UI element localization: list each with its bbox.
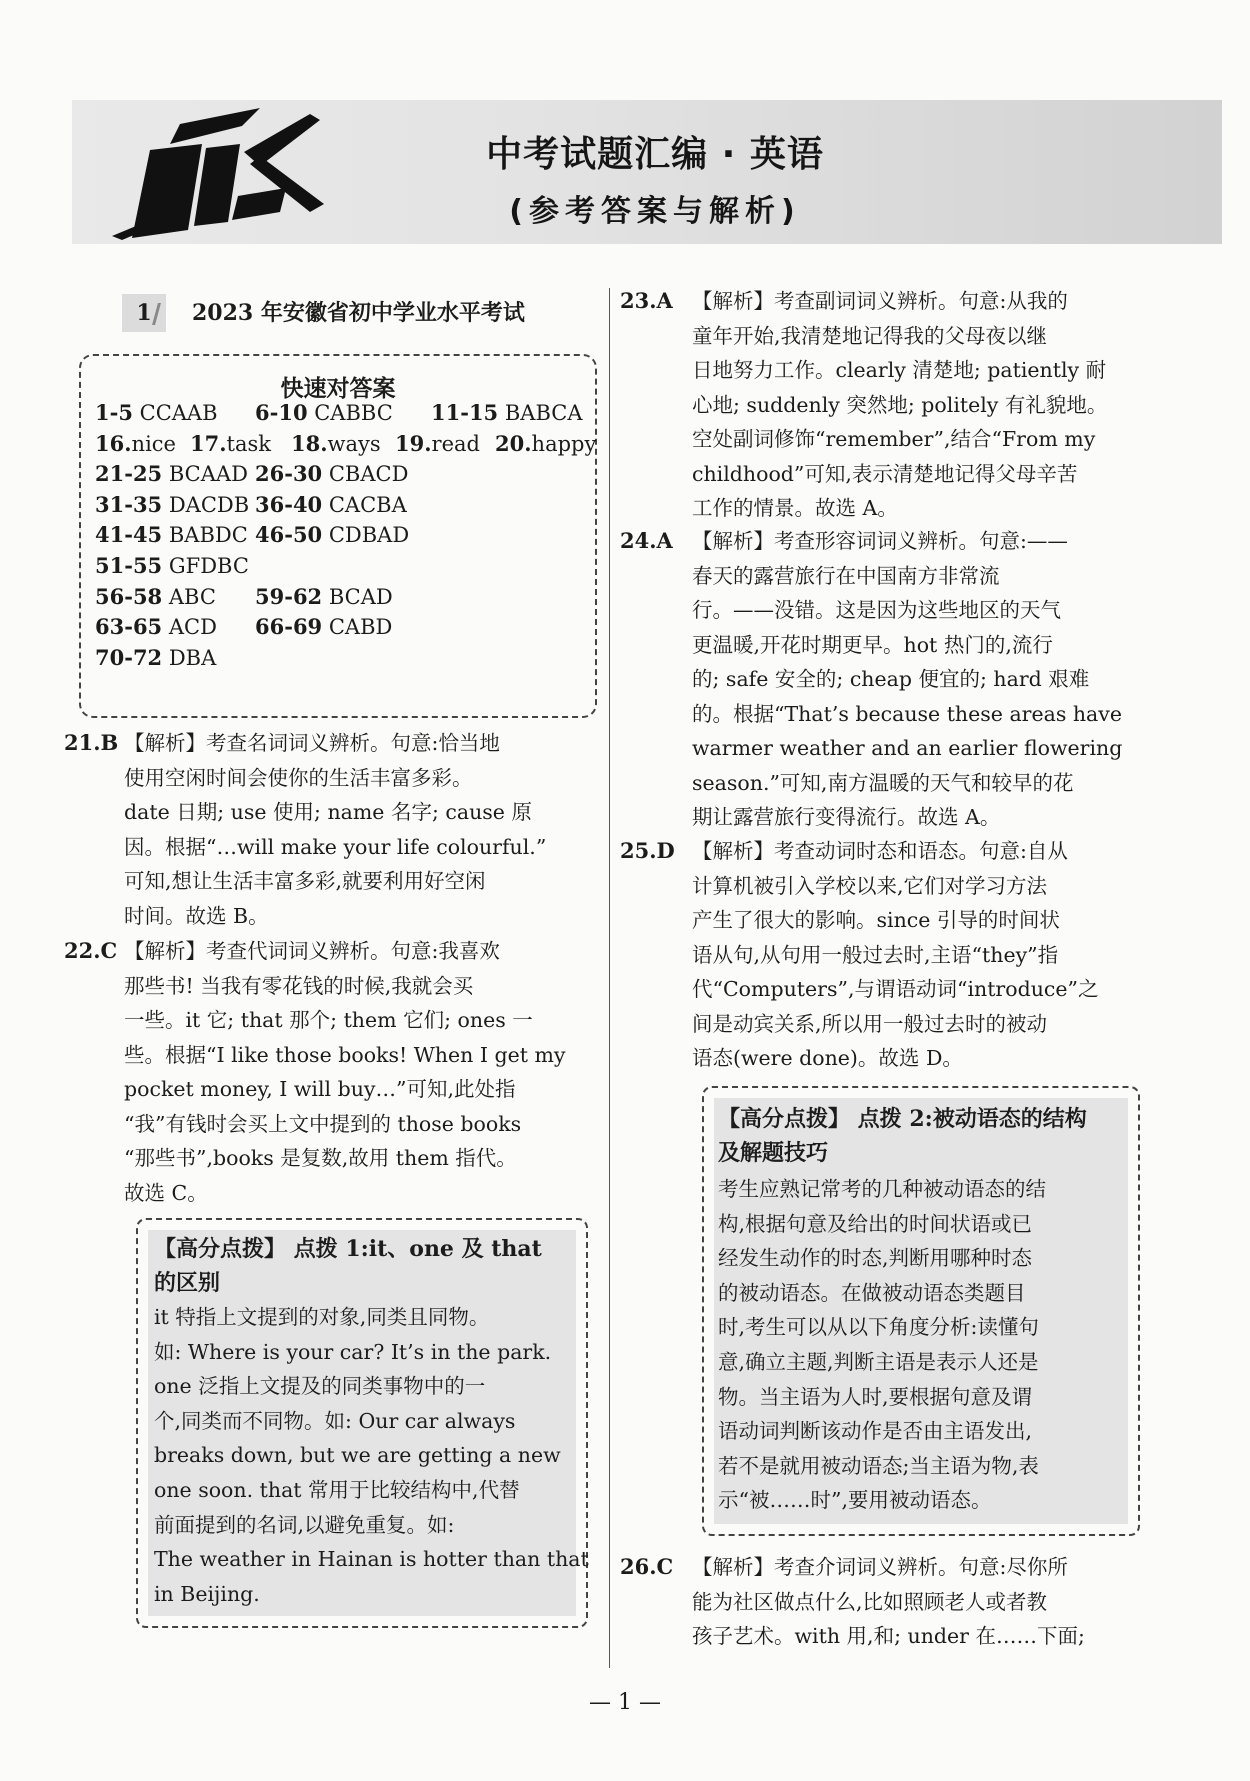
answer-cell [95, 553, 249, 578]
answer-value: nice [131, 431, 176, 456]
answer-value: read [431, 431, 480, 456]
text-line: 春天的露营旅行在中国南方非常流 [692, 563, 1000, 588]
text-line: 期让露营旅行变得流行。故选 A。 [692, 805, 1001, 829]
answer-range: 6-10 [255, 400, 308, 425]
answer-value: BABDC [162, 523, 248, 548]
exam-heading [122, 294, 592, 332]
answer-range: 1-5 [95, 400, 133, 425]
answer-value: CABBC [307, 401, 393, 425]
text-line: 如: Where is your car? It’s in the park. [154, 1339, 552, 1364]
answer-range: 41-45 [95, 522, 163, 548]
text-line: 童年开始,我清楚地记得我的父母夜以继 [692, 323, 1048, 348]
text-line: 【解析】考查介词词义辨析。句意:尽你所 [692, 1555, 1068, 1579]
answer-value: happy [531, 431, 597, 456]
explanation-q22 [124, 934, 594, 1210]
text-line: 可知,想让生活丰富多彩,就要利用好空闲 [124, 869, 486, 893]
text-line: 个,同类而不同物。如: Our car always [154, 1408, 516, 1433]
text-line: 计算机被引入学校以来,它们对学习方法 [692, 873, 1048, 898]
text-line: 物。当主语为人时,要根据句意及谓 [718, 1384, 1033, 1409]
answer-cell [291, 431, 381, 456]
text-line: 语态(were done)。故选 D。 [692, 1046, 963, 1070]
answer-range: 56-58 [95, 583, 163, 609]
explanation-q26 [692, 1550, 1148, 1654]
text-line: 更温暖,开花时期更早。hot 热门的,流行 [692, 632, 1053, 657]
text-line: one 泛指上文提及的同类事物中的一 [154, 1374, 486, 1399]
answer-range: 66-69 [255, 614, 323, 640]
answer-value: CCAAB [132, 401, 218, 425]
text-line: 及解题技巧 [718, 1140, 829, 1166]
answer-range: 36-40 [255, 491, 323, 517]
answer-value: BCAD [322, 584, 393, 609]
explanation-q23 [692, 284, 1148, 526]
item-number: 21.B [64, 730, 119, 755]
answer-cell [431, 400, 583, 425]
answer-value: GFDBC [162, 554, 249, 578]
answer-range: 16. [95, 430, 132, 456]
answer-cell [255, 400, 393, 425]
text-line: warmer weather and an earlier flowering [692, 736, 1123, 760]
text-line: 的区别 [154, 1270, 221, 1296]
text-line: 一些。it 它; that 那个; them 它们; ones 一 [124, 1008, 533, 1032]
item-number: 26.C [620, 1554, 674, 1579]
answer-range: 70-72 [95, 644, 163, 670]
tip-box-2 [702, 1086, 1140, 1536]
text-line: 孩子艺术。with 用,和; under 在……下面; [692, 1624, 1085, 1648]
text-line: 时间。故选 B。 [124, 903, 269, 928]
text-line: breaks down, but we are getting a new [154, 1443, 561, 1468]
answer-range: 17. [190, 430, 227, 456]
item-number: 24.A [620, 528, 673, 553]
answer-cell [95, 461, 248, 486]
text-line: 的; safe 安全的; cheap 便宜的; hard 艰难 [692, 667, 1090, 691]
explanation-q25 [692, 834, 1148, 1076]
text-line: 使用空闲时间会使你的生活丰富多彩。 [124, 765, 473, 790]
text-line: 产生了很大的影响。since 引导的时间状 [692, 908, 1060, 932]
answer-value: DACDB [162, 492, 250, 517]
text-line: 间是动宾关系,所以用一般过去时的被动 [692, 1011, 1048, 1036]
text-line: childhood”可知,表示清楚地记得父母辛苦 [692, 461, 1078, 486]
text-line: 【高分点拨】 点拨 1:it、one 及 that [154, 1236, 542, 1262]
text-line: 若不是就用被动语态;当主语为物,表 [718, 1453, 1039, 1478]
page-subtitle: (参考答案与解析) [509, 194, 801, 229]
answer-value: DBA [162, 645, 217, 670]
text-line: 能为社区做点什么,比如照顾老人或者教 [692, 1589, 1048, 1614]
answer-range: 11-15 [431, 400, 499, 425]
item-number: 22.C [64, 938, 118, 963]
text-line: 语动词判断该动作是否由主语发出, [718, 1419, 1033, 1444]
text-line: 前面提到的名词,以避免重复。如: [154, 1512, 455, 1537]
text-line: 日地努力工作。clearly 清楚地; patiently 耐 [692, 358, 1107, 382]
text-line: 考生应熟记常考的几种被动语态的结 [718, 1177, 1046, 1201]
text-line: 构,根据句意及给出的时间状语或已 [718, 1211, 1033, 1236]
explanation-q24 [692, 524, 1148, 835]
text-line: 因。根据“…will make your life colourful.” [124, 834, 547, 859]
answer-range: 51-55 [95, 553, 163, 578]
text-line: 语从句,从句用一般过去时,主语“they”指 [692, 942, 1059, 967]
answer-cell [95, 431, 176, 456]
text-line: 【解析】考查动词时态和语态。句意:自从 [692, 839, 1068, 863]
answer-cell [95, 614, 217, 639]
answer-value: CBACD [322, 462, 409, 487]
answer-value: ACD [162, 615, 217, 640]
answer-cell [395, 431, 480, 456]
answer-value: task [226, 431, 272, 456]
answer-range: 59-62 [255, 583, 323, 609]
text-line: date 日期; use 使用; name 名字; cause 原 [124, 800, 532, 824]
text-line: 意,确立主题,判断主语是表示人还是 [718, 1349, 1039, 1374]
text-line: 【高分点拨】 点拨 2:被动语态的结构 [718, 1106, 1087, 1132]
text-line: 【解析】考查形容词词义辨析。句意:—— [692, 529, 1068, 553]
tip-body [154, 1300, 589, 1611]
text-line: 的被动语态。在做被动语态类题目 [718, 1280, 1026, 1305]
text-line: 【解析】考查代词词义辨析。句意:我喜欢 [124, 939, 500, 963]
text-line: 的。根据“That’s because these areas have [692, 701, 1122, 726]
answer-cell [95, 645, 216, 670]
text-line: 工作的情景。故选 A。 [692, 496, 898, 520]
answer-cell [255, 461, 408, 486]
text-line: 些。根据“I like those books! When I get my [124, 1042, 566, 1067]
text-line: pocket money, I will buy…”可知,此处指 [124, 1077, 516, 1101]
exam-number: 1 [122, 294, 166, 332]
exam-title: 2023 年安徽省初中学业水平考试 [192, 300, 525, 326]
answer-value: ways [327, 431, 381, 456]
text-line: 空处副词修饰“remember”,结合“From my [692, 427, 1096, 451]
answer-cell [95, 584, 216, 609]
answer-range: 21-25 [95, 461, 163, 487]
answer-cell [255, 614, 392, 639]
answer-cell [95, 522, 248, 547]
answer-cell [255, 584, 393, 609]
answer-cell [255, 492, 407, 517]
item-number: 23.A [620, 288, 673, 313]
answer-range: 46-50 [255, 522, 323, 548]
explanation-q21 [124, 726, 594, 933]
tip-title [154, 1232, 574, 1300]
text-line: 【解析】考查名词词义辨析。句意:恰当地 [124, 731, 500, 755]
column-divider [609, 288, 610, 1668]
answer-value: CABD [322, 615, 393, 640]
text-line: 心地; suddenly 突然地; politely 有礼貌地。 [692, 392, 1108, 417]
answer-range: 31-35 [95, 491, 163, 517]
text-line: one soon. that 常用于比较结构中,代替 [154, 1477, 520, 1502]
text-line: it 特指上文提到的对象,同类且同物。 [154, 1305, 490, 1329]
answer-range: 20. [495, 430, 532, 456]
answer-range: 26-30 [255, 461, 323, 487]
quick-answers-box [79, 354, 597, 718]
answer-range: 18. [291, 430, 328, 456]
text-line: 示“被……时”,要用被动语态。 [718, 1488, 992, 1513]
tip-box-1 [136, 1218, 588, 1628]
answer-value: CDBAD [322, 523, 410, 548]
answer-range: 19. [395, 430, 432, 456]
text-line: “我”有钱时会买上文中提到的 those books [124, 1111, 522, 1136]
page-number: — 1 — [589, 1690, 661, 1715]
answer-value: ABC [162, 584, 216, 609]
text-line: 行。——没错。这是因为这些地区的天气 [692, 598, 1061, 622]
answer-cell [255, 522, 409, 547]
answer-value: CACBA [322, 492, 407, 517]
text-line: 时,考生可以从以下角度分析:读懂句 [718, 1315, 1039, 1340]
tip-title [718, 1102, 1128, 1170]
text-line: in Beijing. [154, 1581, 260, 1606]
text-line: 经发生动作的时态,判断用哪种时态 [718, 1246, 1033, 1271]
answer-cell [495, 431, 596, 456]
tip-body [718, 1172, 1128, 1518]
answer-cell [95, 400, 218, 425]
answer-cell [95, 492, 249, 517]
text-line: 【解析】考查副词词义辨析。句意:从我的 [692, 289, 1068, 313]
text-line: “那些书”,books 是复数,故用 them 指代。 [124, 1146, 517, 1170]
text-line: The weather in Hainan is hotter than that [154, 1547, 589, 1572]
text-line: 那些书! 当我有零花钱的时候,我就会买 [124, 973, 474, 998]
logo-icon [110, 104, 330, 240]
answer-cell [190, 431, 271, 456]
answer-value: BABCA [498, 401, 583, 425]
quick-answers-title: 快速对答案 [280, 375, 396, 402]
text-line: 故选 C。 [124, 1180, 208, 1205]
answer-value: BCAAD [162, 462, 248, 487]
text-line: season.”可知,南方温暖的天气和较早的花 [692, 770, 1074, 795]
answer-range: 63-65 [95, 614, 163, 640]
item-number: 25.D [620, 838, 675, 863]
page-title: 中考试题汇编 · 英语 [486, 134, 824, 175]
text-line: 代“Computers”,与谓语动词“introduce”之 [692, 977, 1099, 1001]
